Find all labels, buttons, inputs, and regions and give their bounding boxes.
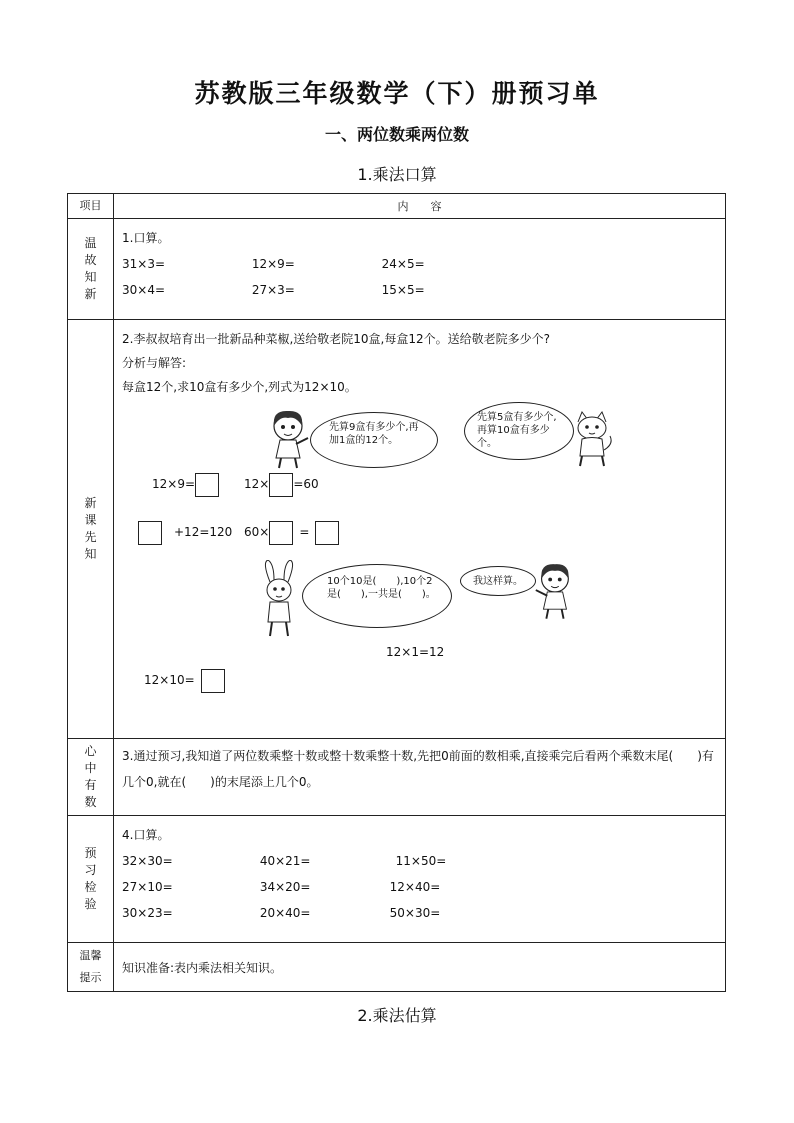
section-heading-2: 2.乘法估算 xyxy=(357,1006,437,1025)
equation-row-4 xyxy=(144,668,225,692)
cat-figure-icon xyxy=(570,410,614,468)
girl-figure-icon xyxy=(532,560,576,622)
table-row-review xyxy=(68,219,726,320)
calc-item: 15×5= xyxy=(381,283,425,297)
header-content: 内 容 xyxy=(114,194,726,219)
calc-item: 12×40= xyxy=(389,880,441,894)
equation-row-2b xyxy=(244,520,339,544)
review-line-2 xyxy=(122,277,717,303)
calc-item: 24×5= xyxy=(381,257,425,271)
analysis-label: 分析与解答: xyxy=(122,356,187,370)
row-label-check: 预习检验 xyxy=(84,846,97,911)
rabbit-figure-icon xyxy=(258,560,298,638)
tip-text: 知识准备:表内乘法相关知识。 xyxy=(122,960,283,975)
calc-item: 30×4= xyxy=(122,283,166,297)
answer-box[interactable] xyxy=(269,521,293,545)
table-header-row xyxy=(68,194,726,219)
equation-row-2 xyxy=(138,520,232,544)
check-line-1 xyxy=(122,848,717,874)
speech-bubble-center: 10个10是( ),10个2是( ),一共是( )。 xyxy=(302,564,452,628)
speech-bubble-left: 先算9盒有多少个,再加1盒的12个。 xyxy=(310,412,438,468)
table-row-mind xyxy=(68,739,726,816)
calc-item: 12×9= xyxy=(251,257,295,271)
header-item: 项目 xyxy=(68,194,114,219)
calc-item: 27×3= xyxy=(251,283,295,297)
question-1: 1.口算。 xyxy=(122,231,170,245)
table-row-new xyxy=(68,320,726,739)
speech-bubble-right: 先算5盒有多少个,再算10盒有多少个。 xyxy=(464,402,574,460)
calc-item: 20×40= xyxy=(259,906,311,920)
eq-eq60: =60 xyxy=(293,477,319,491)
preview-table xyxy=(67,193,726,992)
calc-item: 34×20= xyxy=(259,880,311,894)
eq-12x-pre: 12× xyxy=(244,477,270,491)
calc-item: 11×50= xyxy=(395,854,447,868)
row-label-mind: 心中有数 xyxy=(84,744,97,809)
question-4: 4.口算。 xyxy=(122,828,170,842)
eq-equals: = xyxy=(299,525,310,539)
formula-text: 每盒12个,求10盒有多少个,列式为12×10。 xyxy=(122,380,357,394)
section-heading-1: 1.乘法口算 xyxy=(357,165,437,184)
equation-row-1b xyxy=(244,472,319,496)
calc-item: 31×3= xyxy=(122,257,166,271)
eq-12x1: 12×1=12 xyxy=(386,645,445,659)
table-row-check xyxy=(68,816,726,943)
calc-item: 27×10= xyxy=(122,880,173,894)
answer-box[interactable] xyxy=(201,669,225,693)
eq-12x9: 12×9= xyxy=(152,477,196,491)
question-2: 2.李叔叔培育出一批新品种菜椒,送给敬老院10盒,每盒12个。送给敬老院多少个? xyxy=(122,332,550,346)
calc-item: 30×23= xyxy=(122,906,173,920)
row-label-tip: 温馨提示 xyxy=(79,949,102,984)
calc-item: 32×30= xyxy=(122,854,173,868)
calc-item: 50×30= xyxy=(389,906,441,920)
check-content xyxy=(114,816,725,932)
row-label-review: 温故知新 xyxy=(84,236,97,301)
answer-box[interactable] xyxy=(138,521,162,545)
calc-item: 40×21= xyxy=(259,854,311,868)
check-line-3 xyxy=(122,900,717,926)
eq-60x-pre: 60× xyxy=(244,525,270,539)
girl-figure-icon xyxy=(266,408,312,470)
row-label-new: 新课先知 xyxy=(84,496,97,561)
new-lesson-content xyxy=(114,320,725,738)
table-row-tip xyxy=(68,943,726,992)
eq-12x10: 12×10= xyxy=(144,673,195,687)
answer-box[interactable] xyxy=(269,473,293,497)
answer-box[interactable] xyxy=(315,521,339,545)
unit-subtitle: 一、两位数乘两位数 xyxy=(324,125,469,144)
check-line-2 xyxy=(122,874,717,900)
review-line-1 xyxy=(122,251,717,277)
question-3: 3.通过预习,我知道了两位数乘整十数或整十数乘整十数,先把0前面的数相乘,直接乘完后看两个乘数末尾( )有几个0,就在( )的末尾添上几个0。 xyxy=(122,749,714,789)
speech-bubble-small: 我这样算。 xyxy=(460,566,536,596)
page-title: 苏教版三年级数学（下）册预习单 xyxy=(194,79,600,108)
equation-row-1 xyxy=(152,472,219,496)
review-content xyxy=(114,219,725,309)
answer-box[interactable] xyxy=(195,473,219,497)
eq-plus12: +12=120 xyxy=(174,525,233,539)
